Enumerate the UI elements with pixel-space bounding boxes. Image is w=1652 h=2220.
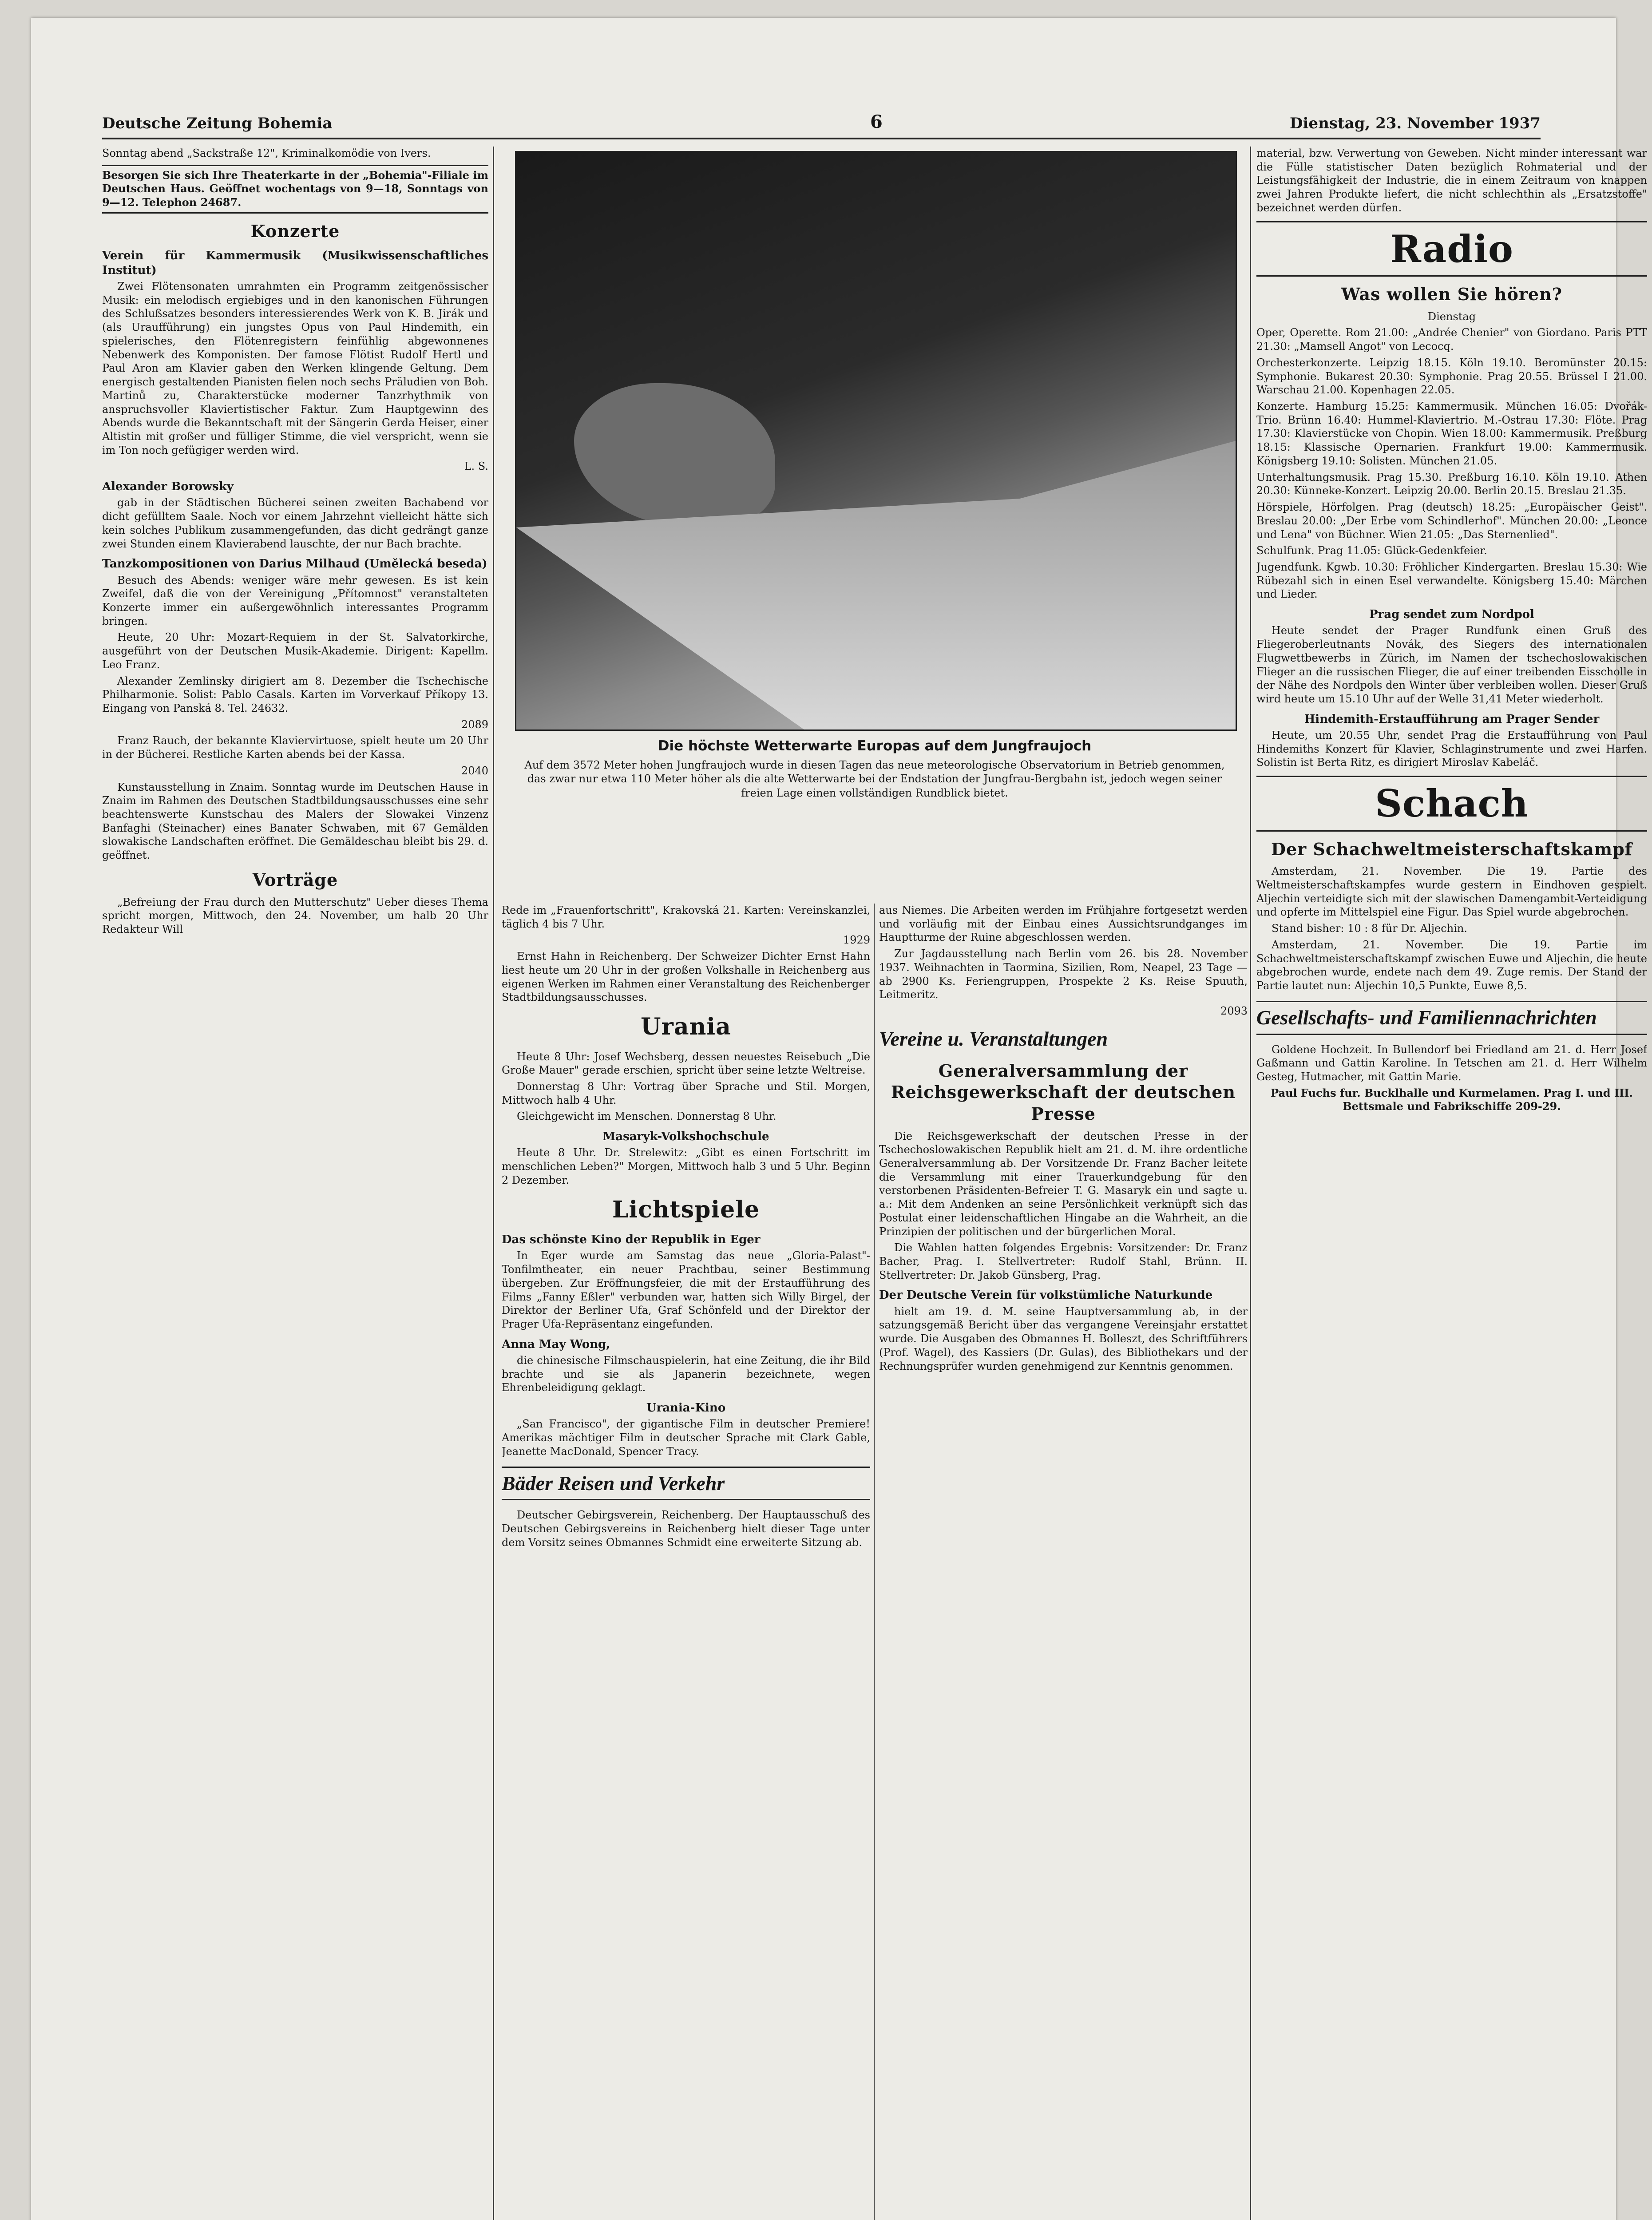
article-text: Die Reichsgewerkschaft der deutschen Presse in der Tschechoslowakischen Republik hielt am 21. d. M. ihre ordentliche Generalversammlung ab. Der Vorsitzende Dr. Franz Bacher leitete die Versammlung mit einer Trauerkundgebung für den verstorbenen Präsidenten-Befreier T. G. Masaryk ein und sagte u. a.: Mit dem Andenken an seine Persönlichkeit verknüpft sich das Postulat einer leidenschaftlichen Hingabe an die Wahrheit, an die Prinzipien der politischen und der bürgerlichen Moral. [879, 1130, 1248, 1238]
jungfraujoch-photo [515, 151, 1237, 731]
photo-caption [515, 737, 1234, 800]
article-text: Stand bisher: 10 : 8 für Dr. Aljechin. [1272, 922, 1467, 935]
article-heading: Anna May Wong, [502, 1337, 610, 1351]
ad-number: 1929 [843, 934, 870, 947]
article-text: Amsterdam, 21. November. Die 19. Partie im Schachweltmeisterschaftskampf zwischen Euwe und Aljechin, die heute abgebrochen wurde, endete nach dem 49. Zuge remis. Der Stand der Partie lautet nun: Aljechin 10,5 Punkte, Euwe 8,5. [1256, 938, 1647, 992]
section-vereine: Vereine u. Veranstaltungen [879, 1027, 1108, 1050]
article-text: aus Niemes. Die Arbeiten werden im Frühjahre fortgesetzt werden und vorläufig mit der Einbau eines Aussichtsrundganges im Hauptturme der Ruine abgeschlossen werden. [879, 904, 1248, 944]
section-schach: Schach [1256, 776, 1647, 832]
photo-rock [574, 383, 776, 527]
article-text: „San Francisco", der gigantische Film in deutscher Premiere! Amerikas mächtiger Film in deutscher Sprache mit Clark Gable, Jeanette MacDonald, Spencer Tracy. [502, 1418, 870, 1458]
radio-item: Schulfunk. Prag 11.05: Glück-Gedenkfeier. [1256, 544, 1487, 557]
article-text: Franz Rauch, der bekannte Klaviervirtuose, spielt heute um 20 Uhr in der Bücherei. Restliche Karten abends bei der Kassa. [102, 734, 488, 761]
photo-caption-text: Auf dem 3572 Meter hohen Jungfraujoch wurde in diesen Tagen das neue meteorologische Observatorium in Betrieb genommen, das zwar nur etwa 110 Meter höher als die alte Wetterwarte bei der Endstation der Jungfrau-Bergbahn ist, jedoch wegen seiner freien Lage einen vollständigen Rundblick bietet. [524, 759, 1225, 799]
radio-item: Orchesterkonzerte. Leipzig 18.15. Köln 19.10. Beromünster 20.15: Symphonie. Bukarest 20.30: Symphonie. Prag 20.55. Brüssel I 21.00. Warschau 21.00. Kopenhagen 22.05. [1256, 356, 1647, 396]
article-heading: Prag sendet zum Nordpol [1369, 608, 1534, 622]
column-4 [1256, 147, 1647, 2220]
article-heading: Urania-Kino [646, 1401, 726, 1415]
article-text: Die Wahlen hatten folgendes Ergebnis: Vorsitzender: Dr. Franz Bacher, Prag. I. Stellvertreter: Rudolf Stahl, Brünn. II. Stellvertreter: Dr. Jakob Günsberg, Prag. [879, 1241, 1248, 1281]
section-vortraege: Vorträge [252, 869, 338, 890]
article-text: Heute, 20 Uhr: Mozart-Requiem in der St. Salvatorkirche, ausgeführt von der Deutschen Musik-Akademie. Dirigent: Kapellm. Leo Franz. [102, 631, 488, 671]
ad-number: 2040 [461, 764, 488, 777]
article-text: die chinesische Filmschauspielerin, hat eine Zeitung, die ihr Bild brachte und sie als Japanerin bezeichnete, wegen Ehrenbeleidigung geklagt. [502, 1354, 870, 1394]
article-text: Amsterdam, 21. November. Die 19. Partie des Weltmeisterschaftskampfes wurde gestern in Eindhoven gespielt. Aljechin verteidigte sich mit der slawischen Damengambit-Verteidigung und opferte im Mittelspiel eine Figur. Das Spiel wurde abgebrochen. [1256, 865, 1647, 919]
page-header [102, 107, 1541, 139]
article-text: Gleichgewicht im Menschen. Donnerstag 8 Uhr. [517, 1110, 776, 1123]
radio-item: Hörspiele, Hörfolgen. Prag (deutsch) 18.25: „Europäischer Geist". Breslau 20.00: „Der Erbe vom Schindlerhof". München 20.00: „Leonce und Lena" von Büchner. Wien 21.05: „Das Sternenlied". [1256, 501, 1647, 541]
section-baeder: Bäder Reisen und Verkehr [502, 1467, 870, 1501]
article-text: hielt am 19. d. M. seine Hauptversammlung ab, in der satzungsgemäß Bericht über das vergangene Vereinsjahr erstattet wurde. Die Ausgaben des Obmannes H. Bolleszt, des Schriftführers (Prof. Wagel), des Kassiers (Dr. Gulas), des Bibliothekars und der Rechnungsprüfer wurden genehmigend zur Kenntnis genommen. [879, 1305, 1248, 1372]
column-divider [1250, 147, 1251, 2220]
article-headline: Der Schachweltmeisterschaftskampf [1271, 839, 1632, 859]
column-divider [874, 904, 875, 2220]
article-text: Deutscher Gebirgsverein, Reichenberg. Der Hauptausschuß des Deutschen Gebirgsvereins in Reichenberg hielt dieser Tage unter dem Vorsitz seines Obmannes Schmidt eine erweiterte Sitzung ab. [502, 1509, 870, 1549]
article-text: Zur Jagdausstellung nach Berlin vom 26. bis 28. November 1937. Weihnachten in Taormina, Sizilien, Rom, Neapel, 23 Tage — ab 2900 Ks. Feriengruppen, Prospekte 2 Ks. Reise Spuuth, Leitmeritz. [879, 947, 1248, 1001]
article-text: Goldene Hochzeit. In Bullendorf bei Friedland am 21. d. Herr Josef Gaßmann und Gattin Karoline. In Tetschen am 21. d. Herr Wilhelm Gesteg, Hutmacher, mit Gattin Marie. [1256, 1043, 1647, 1083]
section-radio: Radio [1256, 221, 1647, 277]
article-text: Heute, um 20.55 Uhr, sendet Prag die Erstaufführung von Paul Hindemiths Konzert für Klavier, Schlaginstrumente und zwei Harfen. Solistin ist Berta Ritz, es dirigiert Miroslav Kabeláč. [1256, 729, 1647, 769]
article-heading: Masaryk-Volkshochschule [602, 1130, 769, 1144]
radio-item: Jugendfunk. Kgwb. 10.30: Fröhlicher Kindergarten. Breslau 15.30: Wie Rübezahl sich in einen Esel verwandelte. Königsberg 15.40: Märchen und Lieder. [1256, 560, 1647, 601]
article-text: Donnerstag 8 Uhr: Vortrag über Sprache und Stil. Morgen, Mittwoch halb 4 Uhr. [502, 1080, 870, 1106]
section-konzerte: Konzerte [250, 221, 340, 241]
footer-ad: Paul Fuchs fur. Bucklhalle und Kurmelamen. Prag I. und III. Bettsmale und Fabrikschiffe 209-29. [1271, 1086, 1633, 1113]
article-text: In Eger wurde am Samstag das neue „Gloria-Palast"-Tonfilmtheater, ein neuer Prachtbau, seiner Bestimmung übergeben. Zur Eröffnungsfeier, die mit der Erstaufführung des Films „Fanny Eßler" verbunden war, hatten sich Willy Birgel, der Direktor der Berliner Ufa, Graf Schönfeld und der Direktor der Prager Ufa-Repräsentanz eingefunden. [502, 1249, 870, 1330]
article-text: Rede im „Frauenfortschritt", Krakovská 21. Karten: Vereinskanzlei, täglich 4 bis 7 Uhr. [502, 904, 870, 930]
article-heading: Das schönste Kino der Republik in Eger [502, 1233, 761, 1247]
page-number: 6 [870, 111, 883, 132]
radio-subhead: Was wollen Sie hören? [1341, 284, 1562, 305]
section-urania: Urania [641, 1013, 731, 1041]
newspaper-name: Deutsche Zeitung Bohemia [102, 115, 333, 132]
ad-number: 2089 [461, 718, 488, 731]
radio-item: Oper, Operette. Rom 21.00: „Andrée Chenier" von Giordano. Paris PTT 21.30: „Mamsell Angot" von Lecocq. [1256, 326, 1647, 353]
issue-date: Dienstag, 23. November 1937 [1290, 115, 1541, 132]
article-text: Alexander Zemlinsky dirigiert am 8. Dezember die Tschechische Philharmonie. Solist: Pablo Casals. Karten im Vorverkauf Příkopy 13. Eingang von Panská 8. Tel. 24632. [102, 674, 488, 714]
ticket-notice: Besorgen Sie sich Ihre Theaterkarte in der „Bohemia"-Filiale im Deutschen Haus. Geöffnet wochentags von 9—18, Sonntags von 9—12. Telephon 24687. [102, 165, 488, 214]
article-text: „Befreiung der Frau durch den Mutterschutz" Ueber dieses Thema spricht morgen, Mittwoch, den 24. November, um halb 20 Uhr Redakteur Will [102, 896, 488, 936]
article-heading: Alexander Borowsky [102, 480, 234, 494]
article-text: Heute sendet der Prager Rundfunk einen Gruß des Fliegeroberleutnants Novák, des Siegers des internationalen Flugwettbewerbs in Zürich, im Namen der tschechoslowakischen Flieger an die russischen Flieger, die auf einer treibenden Eisscholle in der Nähe des Nordpols den Winter über verbleiben wollen. Dieser Gruß wird heute um 15.10 Uhr auf der Welle 31,41 Meter wiederholt. [1256, 624, 1647, 705]
article-text: Heute 8 Uhr. Dr. Strelewitz: „Gibt es einen Fortschritt im menschlichen Leben?" Morgen, Mittwoch halb 3 und 5 Uhr. Beginn 2 Dezember. [502, 1146, 870, 1186]
article-text: Besuch des Abends: weniger wäre mehr gewesen. Es ist kein Zweifel, daß die von der Vereinigung „Přítomnost" veranstalteten Konzerte immer ein außergewöhnlich interessantes Programm bringen. [102, 574, 488, 627]
article-text: gab in der Städtischen Bücherei seinen zweiten Bachabend vor dicht gefülltem Saale. Noch vor einem Jahrzehnt vielleicht hätte sich kein solches Publikum zusammengefunden, das dicht gedrängt ganze zwei Stunden einem Klavierabend lauschte, der nur Bach brachte. [102, 496, 488, 550]
article-heading: Der Deutsche Verein für volkstümliche Naturkunde [879, 1288, 1213, 1302]
column-2 [502, 904, 870, 2220]
article-heading: Tanzkompositionen von Darius Milhaud (Umělecká beseda) [102, 557, 487, 571]
ad-number: 2093 [1220, 1005, 1248, 1018]
photo-title: Die höchste Wetterwarte Europas auf dem Jungfraujoch [658, 738, 1092, 754]
section-gesellschaft: Gesellschafts- und Familiennachrichten [1256, 1001, 1647, 1035]
theater-note: Sonntag abend „Sackstraße 12", Kriminalkomödie von Ivers. [102, 147, 431, 159]
article-heading: Hindemith-Erstaufführung am Prager Sender [1304, 712, 1600, 726]
newspaper-page [31, 18, 1647, 2220]
column-1 [102, 147, 488, 2220]
article-signature: L. S. [464, 460, 488, 473]
column-divider [493, 147, 494, 2220]
article-text: Kunstausstellung in Znaim. Sonntag wurde im Deutschen Hause in Znaim im Rahmen des Deutschen Stadtbildungsausschusses eine sehr beachtenswerte Kunstschau des Malers der Slowakei Vinzenz Banfaghi (Steinacher) eines Banater Schwaben, mit 67 Gemälden slowakische Landschaften eröffnet. Die Gemäldeschau bleibt bis 29. d. geöffnet. [102, 781, 488, 862]
radio-item: Konzerte. Hamburg 15.25: Kammermusik. München 16.05: Dvořák-Trio. Brünn 16.40: Hummel-Klaviertrio. M.-Ostrau 17.30: Flöte. Prag 17.30: Klavierstücke von Chopin. Wien 18.00: Kammermusik. Preßburg 18.15: Klassische Opernarien. Frankfurt 19.00: Kammermusik. Königsberg 19.10: Solisten. München 21.05. [1256, 400, 1647, 467]
column-3 [879, 904, 1248, 2220]
radio-item: Unterhaltungsmusik. Prag 15.30. Preßburg 16.10. Köln 19.10. Athen 20.30: Künneke-Konzert. Leipzig 20.00. Berlin 20.15. Breslau 21.35. [1256, 471, 1647, 497]
article-text: Heute 8 Uhr: Josef Wechsberg, dessen neuestes Reisebuch „Die Große Mauer" gerade erschien, spricht über seine letzte Weltreise. [502, 1050, 870, 1077]
article-text: material, bzw. Verwertung von Geweben. Nicht minder interessant war die Fülle statistischer Daten bezüglich Rohmaterial und der Leistungsfähigkeit der Industrie, die in einem Zeitraum von knappen zwei Jahren Produkte liefert, die nicht schlechthin als „Ersatzstoffe" bezeichnet werden dürfen. [1256, 147, 1647, 214]
article-text: Zwei Flötensonaten umrahmten ein Programm zeitgenössischer Musik: ein melodisch ergiebiges und in den kanonischen Führungen des Schlußsatzes besonders interessierendes Werk von K. B. Jirák und (als Uraufführung) ein jungstes Opus von Paul Hindemith, ein spielerisches, den Flötenregistern feinfühlig abgewonnenes Nebenwerk des Komponisten. Der famose Flötist Rudolf Hertl und Paul Aron am Klavier gaben den Werken klingende Geltung. Dem energisch gestaltenden Pianisten fielen noch sechs Präludien von Boh. Martinů zu, Charakterstücke moderner Tanzrhythmik von anspruchsvoller Klaviertistischer Faktur. Zum Hauptgewinn des Abends wurde die Bekanntschaft mit der Sängerin Gerda Heiser, einer Altistin mit großer und fülliger Stimme, die viel verspricht, wenn sie im Ton noch gefügiger werden wird. [102, 280, 488, 456]
article-heading: Verein für Kammermusik (Musikwissenschaftliches Institut) [102, 249, 488, 277]
section-lichtspiele: Lichtspiele [612, 1196, 760, 1223]
article-text: Ernst Hahn in Reichenberg. Der Schweizer Dichter Ernst Hahn liest heute um 20 Uhr in der großen Volkshalle in Reichenberg aus eigenen Werken im Rahmen einer Veranstaltung des Reichenberger Stadtbildungsausschusses. [502, 950, 870, 1004]
radio-day: Dienstag [1427, 310, 1476, 323]
article-headline: Generalversammlung der Reichsgewerkschaft der deutschen Presse [891, 1060, 1236, 1124]
